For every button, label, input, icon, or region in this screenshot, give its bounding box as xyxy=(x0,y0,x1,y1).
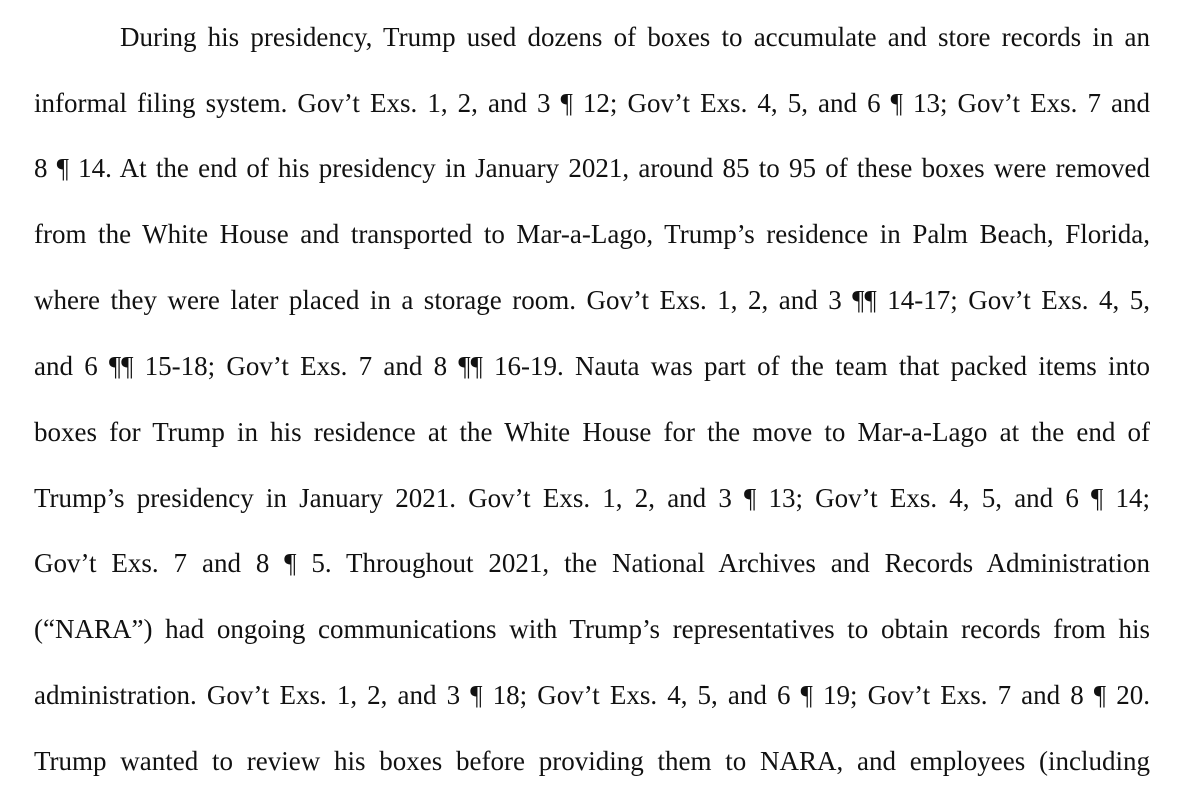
paragraph-line-7: boxes for Trump in his residence at the White House for the move to Mar-a-Lago at the end of xyxy=(34,417,1150,447)
paragraph-line-1: During his presidency, Trump used dozens of boxes to accumulate and store records in an xyxy=(120,22,1150,52)
paragraph-line-5: where they were later placed in a storage room. Gov’t Exs. 1, 2, and 3 ¶¶ 14-17; Gov’t Exs. 4, 5, xyxy=(34,285,1150,315)
paragraph-line-4: from the White House and transported to Mar-a-Lago, Trump’s residence in Palm Beach, Florida, xyxy=(34,219,1150,249)
paragraph-line-9: Gov’t Exs. 7 and 8 ¶ 5. Throughout 2021, the National Archives and Records Administration xyxy=(34,548,1150,578)
paragraph-line-11: administration. Gov’t Exs. 1, 2, and 3 ¶ 18; Gov’t Exs. 4, 5, and 6 ¶ 19; Gov’t Exs. 7 and 8 ¶ 20. xyxy=(34,680,1150,710)
paragraph-line-2: informal filing system. Gov’t Exs. 1, 2, and 3 ¶ 12; Gov’t Exs. 4, 5, and 6 ¶ 13; Gov’t Exs. 7 and xyxy=(34,88,1150,118)
paragraph-line-12: Trump wanted to review his boxes before providing them to NARA, and employees (including xyxy=(34,746,1150,776)
paragraph-line-8: Trump’s presidency in January 2021. Gov’t Exs. 1, 2, and 3 ¶ 13; Gov’t Exs. 4, 5, and 6 ¶ 14; xyxy=(34,483,1150,513)
paragraph-line-3: 8 ¶ 14. At the end of his presidency in January 2021, around 85 to 95 of these boxes were removed xyxy=(34,153,1150,183)
paragraph-line-6: and 6 ¶¶ 15-18; Gov’t Exs. 7 and 8 ¶¶ 16-19. Nauta was part of the team that packed items into xyxy=(34,351,1150,381)
paragraph-line-10: (“NARA”) had ongoing communications with Trump’s representatives to obtain records from his xyxy=(34,614,1150,644)
